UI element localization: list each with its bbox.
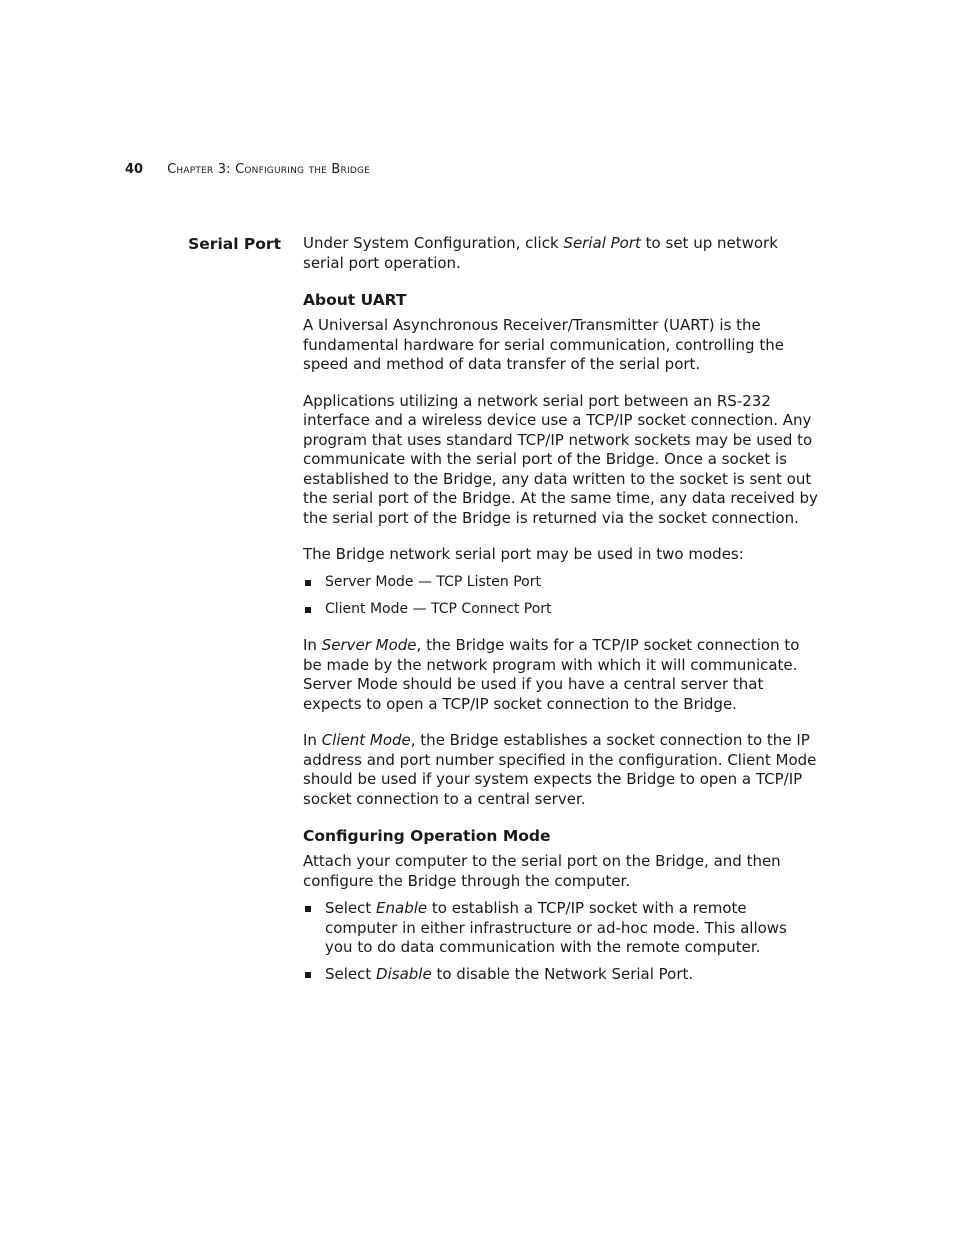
intro-emphasis: Serial Port (563, 234, 641, 252)
list-item: Select Enable to establish a TCP/IP socket with a remote computer in either infrastructure or ad-hoc mode. This allows you to do data communication with the remote computer. (303, 899, 818, 958)
running-head: Chapter 3: Configuring the Bridge (167, 162, 371, 177)
square-bullet-icon (305, 906, 311, 912)
uart-paragraph-1: A Universal Asynchronous Receiver/Transmitter (UART) is the fundamental hardware for serial communication, controlling the speed and method of data transfer of the serial port. (303, 316, 784, 373)
square-bullet-icon (305, 972, 311, 978)
section-side-heading: Serial Port (188, 235, 281, 253)
list-item: Client Mode — TCP Connect Port (303, 600, 818, 620)
operation-mode-paragraph: Attach your computer to the serial port on the Bridge, and then configure the Bridge through the computer. (303, 852, 781, 890)
page-number: 40 (125, 162, 144, 177)
list-item: Server Mode — TCP Listen Port (303, 573, 818, 593)
intro-paragraph: Under System Configuration, click Serial Port to set up network serial port operation. (303, 234, 778, 272)
square-bullet-icon (305, 580, 311, 586)
about-uart-heading: About UART (303, 291, 407, 309)
uart-paragraph-2: Applications utilizing a network serial port between an RS-232 interface and a wireless device use a TCP/IP socket connection. Any program that uses standard TCP/IP network sockets may be used to communicate with the serial port of the Bridge. Once a socket is established to the Bridge, any data written to the socket is sent out the serial port of the Bridge. At the same time, any data received by the serial port of the Bridge is returned via the socket connection. (303, 391, 818, 527)
modes-list (303, 573, 818, 620)
operation-mode-heading: Configuring Operation Mode (303, 827, 551, 845)
page-header (125, 161, 370, 179)
uart-paragraph-3: The Bridge network serial port may be used in two modes: (303, 545, 744, 563)
server-mode-paragraph: In Server Mode, the Bridge waits for a TCP/IP socket connection to be made by the network program with which it will communicate. Server Mode should be used if you have a central server that expects to open a TCP/IP socket connection to the Bridge. (303, 636, 800, 713)
client-mode-paragraph: In Client Mode, the Bridge establishes a socket connection to the IP address and port number specified in the configuration. Client Mode should be used if your system expects the Bridge to open a TCP/IP socket connection to a central server. (303, 731, 817, 808)
square-bullet-icon (305, 607, 311, 613)
list-item: Select Disable to disable the Network Serial Port. (303, 965, 818, 985)
section-body (303, 234, 818, 1002)
operation-list (303, 899, 818, 985)
